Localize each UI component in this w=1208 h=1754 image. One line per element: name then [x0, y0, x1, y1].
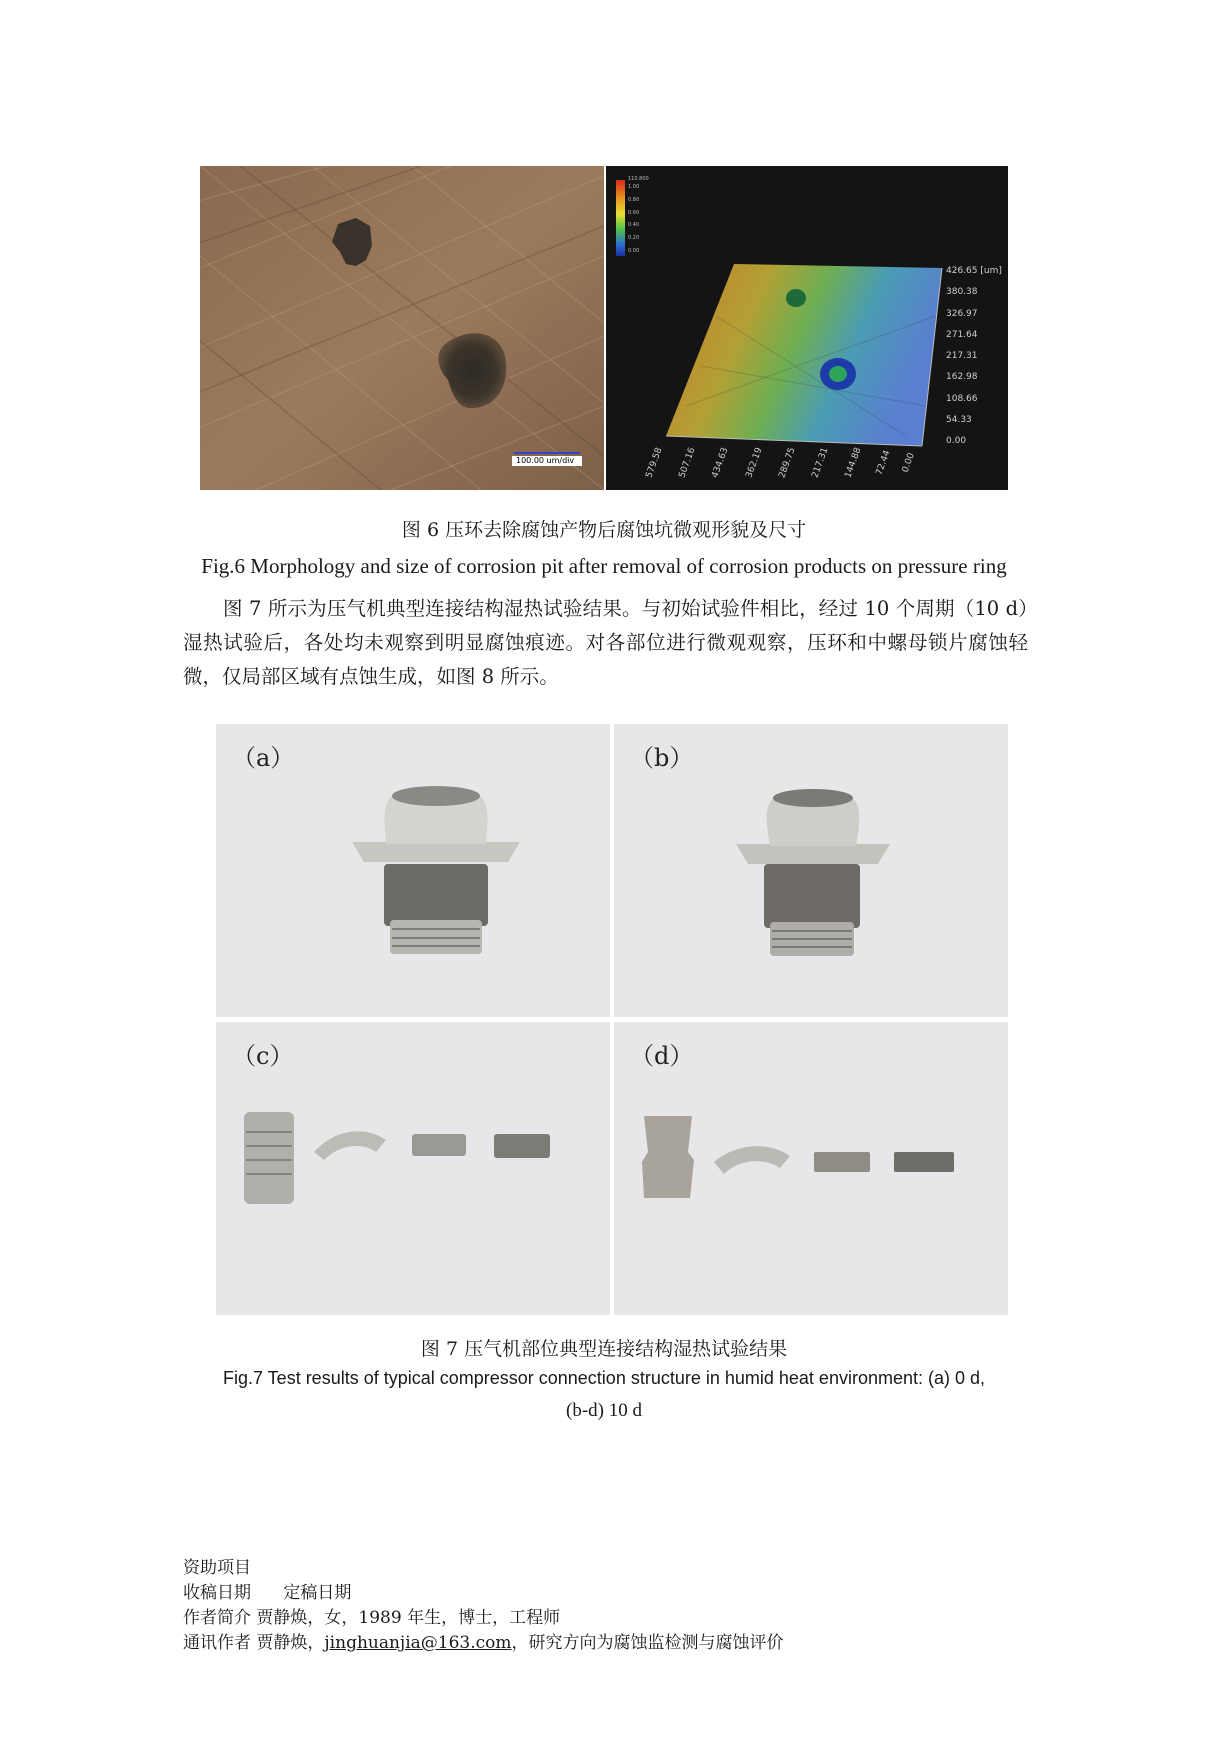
legend-tick: 0.40 [628, 222, 640, 229]
x-axis-label: 0.00 [900, 451, 917, 475]
funding-line: 资助项目 [183, 1558, 251, 1578]
z-axis-label: 326.97 [946, 308, 978, 319]
figure-7-panel-b [614, 724, 1008, 1017]
panel-label: （d） [630, 1042, 694, 1070]
figure-7 [216, 724, 1008, 1320]
corresponding-prefix: 通讯作者 贾静焕， [183, 1633, 325, 1653]
figure-6 [200, 166, 1008, 490]
panel-label: （a） [232, 744, 295, 772]
z-axis-label: 217.31 [946, 351, 978, 361]
corresponding-author-line [183, 1631, 784, 1655]
figure-6-caption-cn: 图 6 压环去除腐蚀产物后腐蚀坑微观形貌及尺寸 [401, 519, 807, 541]
x-axis-labels [644, 446, 930, 484]
legend-tick: 0.20 [628, 235, 640, 242]
x-axis-label: 289.75 [777, 446, 798, 480]
x-axis-label: 507.16 [677, 446, 698, 480]
author-intro-line: 作者简介 贾静焕，女，1989 年生，博士，工程师 [183, 1608, 561, 1628]
x-axis-label: 144.88 [843, 446, 864, 480]
z-axis-label: 54.33 [946, 414, 972, 425]
z-axis-label: 380.38 [946, 287, 978, 298]
x-axis-label: 579.58 [644, 446, 665, 480]
figure-7-caption-en-line2: (b-d) 10 d [566, 1400, 642, 1421]
figure-7-caption-cn: 图 7 压气机部位典型连接结构湿热试验结果 [420, 1338, 788, 1360]
z-axis-label: 162.98 [946, 372, 978, 383]
legend-tick: 1.00 [628, 184, 640, 190]
legend-tick: 0.00 [628, 247, 640, 254]
panel-label: （b） [630, 744, 694, 772]
scale-bar-label: 100.00 um/div [516, 456, 575, 465]
x-axis-label: 72.44 [874, 449, 894, 477]
figure-7-panel-c [216, 1022, 610, 1315]
z-axis-labels [946, 266, 1006, 446]
figure-7-panel-d [614, 1022, 1008, 1315]
figure-7-caption-en-line1: Fig.7 Test results of typical compressor connection structure in humid heat environment: (a) 0 d, [222, 1368, 986, 1388]
legend-title: 110.800 [628, 176, 649, 182]
x-axis-label: 362.19 [743, 446, 765, 480]
legend-tick: 0.60 [628, 209, 640, 216]
x-axis-label: 434.63 [710, 446, 731, 480]
z-axis-label: 108.66 [946, 393, 978, 404]
z-axis-label: 0.00 [946, 436, 967, 446]
z-axis-label: 271.64 [946, 329, 978, 340]
corresponding-suffix: ，研究方向为腐蚀监检测与腐蚀评价 [511, 1633, 784, 1653]
figure-6-caption-en: Fig.6 Morphology and size of corrosion pit after removal of corrosion products on pressure ring [201, 554, 1007, 578]
panel-label: （c） [232, 1042, 294, 1070]
legend-ticks [628, 184, 658, 254]
x-axis-label: 217.31 [810, 446, 831, 480]
legend-tick: 0.80 [628, 196, 640, 203]
z-axis-label: 426.65 [um] [946, 266, 1002, 276]
dates-line: 收稿日期 定稿日期 [183, 1583, 352, 1603]
body-paragraph: 图 7 所示为压气机典型连接结构湿热试验结果。与初始试验件相比，经过 10 个周期（10 d）湿热试验后，各处均未观察到明显腐蚀痕迹。对各部位进行微观观察，压环和中螺母锁片腐蚀轻微，仅局部区域有点蚀生成，如图 8 所示。 [183, 597, 1028, 688]
micrograph-image [200, 166, 604, 490]
3d-surface-profile [606, 166, 1008, 490]
optical-micrograph [200, 166, 604, 490]
email-link[interactable]: jinghuanjia@163.com [324, 1633, 512, 1653]
figure-7-panel-a [216, 724, 610, 1017]
